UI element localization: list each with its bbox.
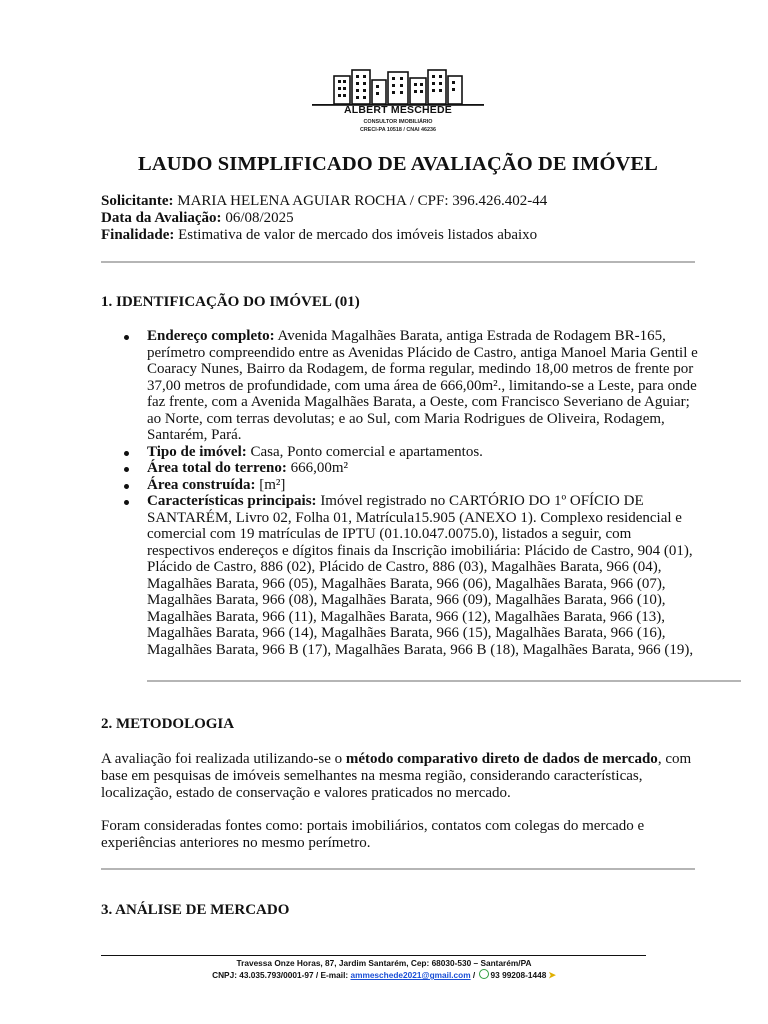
item-label: Área construída:: [147, 476, 256, 493]
date-label: Data da Avaliação:: [101, 210, 222, 226]
section-2-heading: 2. METODOLOGIA: [101, 716, 235, 732]
methodology-paragraph: [101, 751, 701, 802]
purpose-line: [101, 227, 547, 244]
item-label: Área total do terreno:: [147, 460, 287, 476]
footer-separator: /: [470, 970, 478, 980]
property-details-list: [101, 328, 701, 658]
purpose-value: Estimativa de valor de mercado dos imóveis listados abaixo: [174, 227, 538, 243]
list-item: [101, 328, 701, 444]
item-value: Casa, Ponto comercial e apartamentos.: [246, 443, 483, 460]
divider: [101, 261, 695, 263]
requester-line: [101, 193, 547, 210]
report-meta: [101, 193, 547, 244]
sources-paragraph: Foram consideradas fontes como: portais imobiliários, contatos com colegas do mercado e experiências anteriores no mesmo perímetro.: [101, 818, 645, 851]
logo-registration: CRECI-PA 10518 / CNAI 46236: [359, 127, 437, 133]
whatsapp-icon: [479, 969, 489, 979]
date-line: [101, 210, 547, 227]
logo-company-name: ALBERT MESCHEDE: [343, 104, 452, 116]
section-3-heading: 3. ANÁLISE DE MERCADO: [101, 902, 290, 918]
list-item: [101, 477, 701, 494]
item-label: Endereço completo:: [147, 328, 275, 344]
document-title: LAUDO SIMPLIFICADO DE AVALIAÇÃO DE IMÓVEL: [138, 153, 658, 175]
text-bold: método comparativo direto de dados de mercado: [345, 751, 658, 767]
phone-number: 93 99208-1448: [490, 970, 547, 980]
date-value: 06/08/2025: [221, 210, 294, 226]
divider: [101, 868, 695, 870]
list-item: [101, 493, 701, 658]
item-value: [m²]: [255, 476, 286, 493]
divider: [147, 680, 741, 682]
section-1-heading: 1. IDENTIFICAÇÃO DO IMÓVEL (01): [101, 294, 360, 310]
footer-rule: [101, 955, 646, 956]
company-logo: [312, 66, 484, 140]
text: A avaliação foi realizada utilizando-se o: [101, 751, 346, 767]
footer-address: Travessa Onze Horas, 87, Jardim Santarém, Cep: 68030-530 – Santarém/PA: [236, 958, 532, 968]
logo-role: CONSULTOR IMOBILIÁRIO: [363, 119, 433, 125]
send-icon: ➤: [548, 970, 556, 980]
item-value: Imóvel registrado no CARTÓRIO DO 1º OFÍCIO DE SANTARÉM, Livro 02, Folha 01, Matrícula15.905 (ANEXO 1). Complexo residencial e comercial com 19 matrículas de IPTU (01.10.047.0075.0), listados a seguir, com respectivos endereços e dígitos finais da Inscrição imobiliária: Plácido de Castro, 904 (01), Plácido de Castro, 886 (02), Plácido de Castro, 886 (03), Magalhães Barata, 966 (04), Magalhães Barata, 966 (05), Magalhães Barata, 966 (06), Magalhães Barata, 966 (07), Magalhães Barata, 966 (08), Magalhães Barata, 966 (09), Magalhães Barata, 966 (10), Magalhães Barata, 966 (11), Magalhães Barata, 966 (12), Magalhães Barata, 966 (13), Magalhães Barata, 966 (14), Magalhães Barata, 966 (15), Magalhães Barata, 966 (16), Magalhães Barata, 966 B (17), Magalhães Barata, 966 B (18), Magalhães Barata, 966 (19),: [147, 493, 694, 658]
list-item: [101, 460, 701, 477]
requester-label: Solicitante:: [101, 193, 174, 209]
footer-contact: [0, 969, 768, 981]
item-value: 666,00m²: [286, 460, 348, 476]
item-label: Características principais:: [147, 493, 317, 509]
requester-value: MARIA HELENA AGUIAR ROCHA / CPF: 396.426.402-44: [173, 193, 548, 209]
purpose-label: Finalidade:: [101, 227, 175, 243]
buildings-logo-icon: [312, 66, 484, 106]
email-link[interactable]: ammeschede2021@gmail.com: [350, 970, 471, 980]
list-item: [101, 444, 701, 461]
text: , com base em pesquisas de imóveis semelhantes na mesma região, considerando características, localização, estado de conservação e valores praticados no mercado.: [101, 751, 692, 801]
item-value: Avenida Magalhães Barata, antiga Estrada de Rodagem BR-165, perímetro compreendido entre as Avenidas Plácido de Castro, antiga Manoel Maria Gentil e Coaracy Nunes, Bairro da Rodagem, de forma regular, medindo 18,00 metros de frente por 37,00 metros de profundidade, com uma área de 666,00m²., limitando-se a Leste, para onde faz frente, com a Avenida Magalhães Barata, a Oeste, com Francisco Severiano de Aguiar; ao Norte, com terras devolutas; e ao Sul, com Maria Rodrigues de Oliveira, Rodagem, Santarém, Pará.: [147, 328, 698, 443]
item-label: Tipo de imóvel:: [147, 443, 247, 460]
cnpj-email-label: CNPJ: 43.035.793/0001-97 / E-mail:: [212, 970, 351, 980]
